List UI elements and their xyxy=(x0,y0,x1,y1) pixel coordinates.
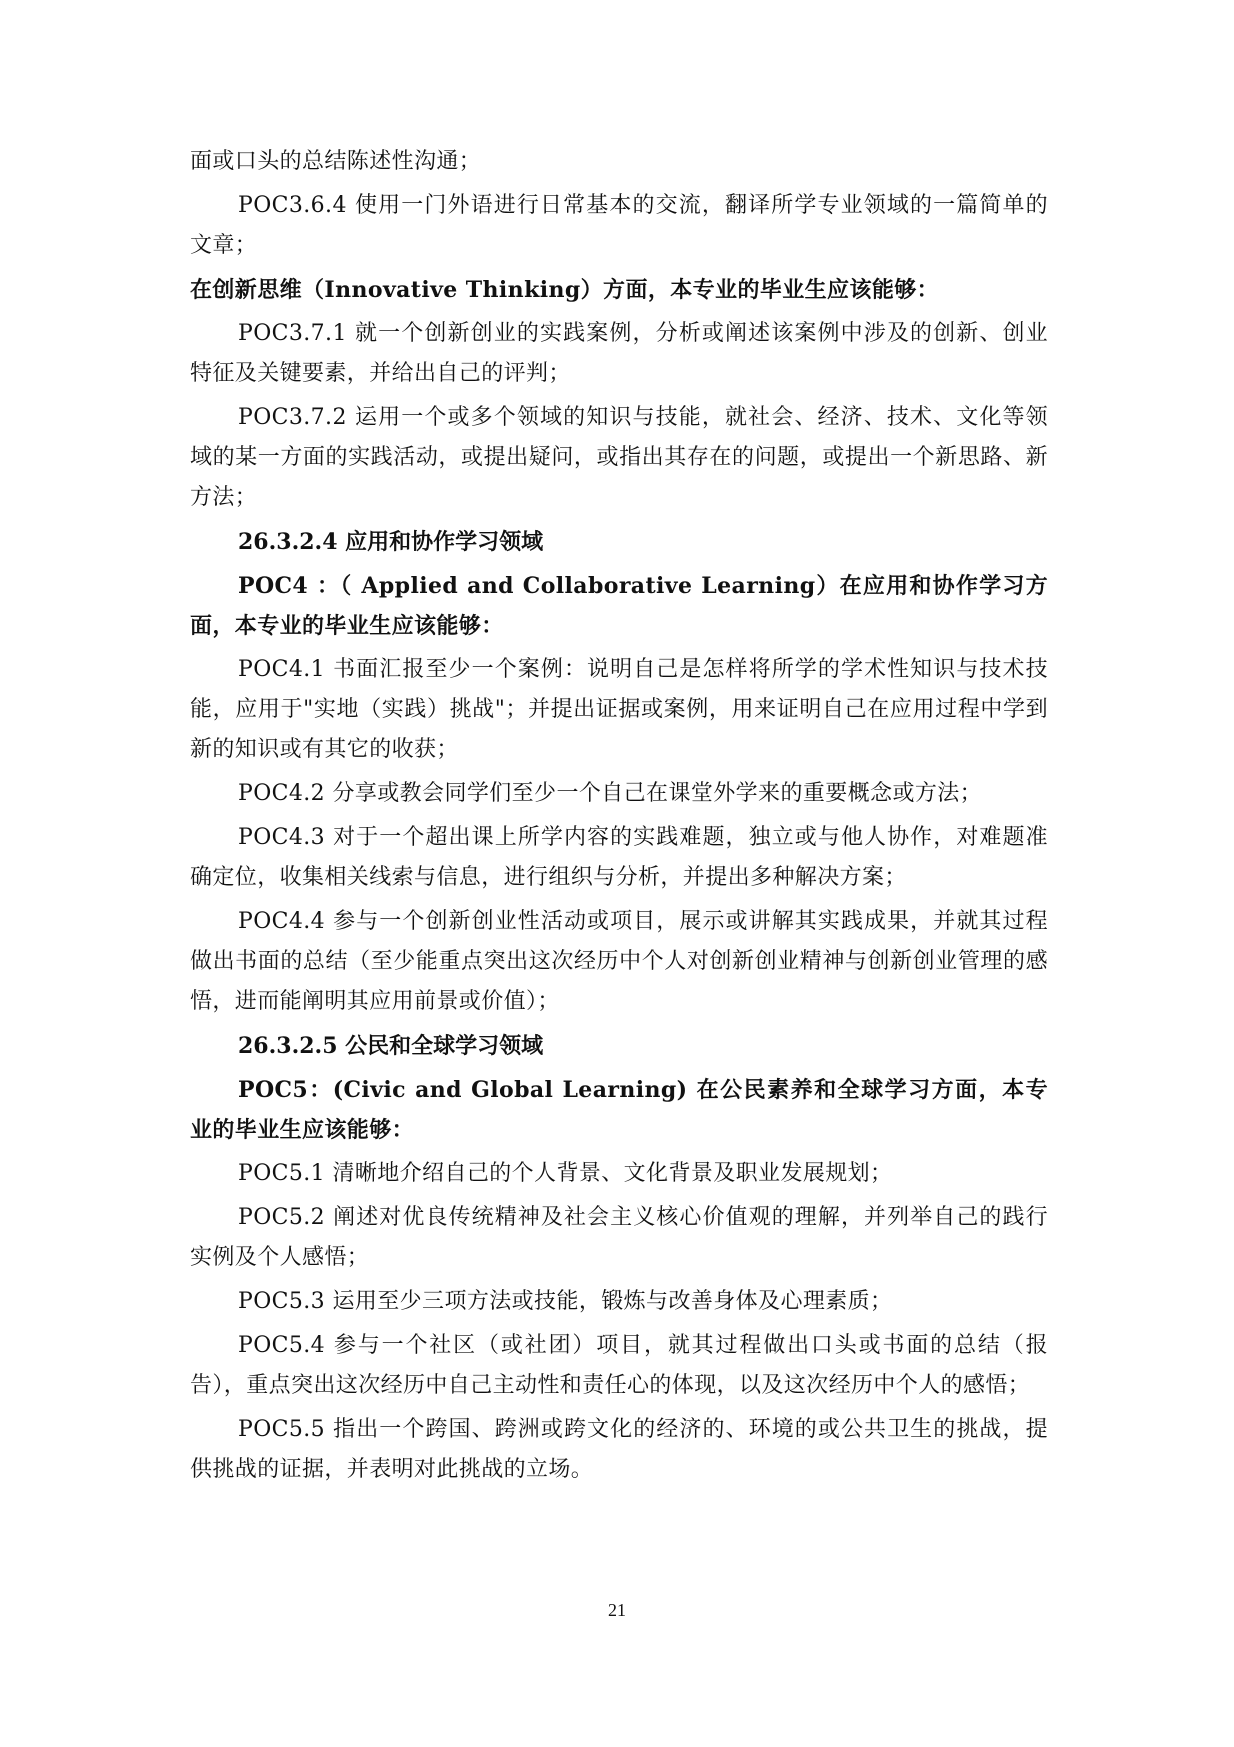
paragraph-poc4-2: POC4.2 分享或教会同学们至少一个自己在课堂外学来的重要概念或方法； xyxy=(238,781,983,806)
paragraph-poc4-4: POC4.4 参与一个创新创业性活动或项目，展示或讲解其实践成果，并就其过程做出书面的总结（至少能重点突出这次经历中个人对创新创业精神与创新创业管理的感悟，进而能阐明其应用前景或价值）； xyxy=(190,909,1048,1014)
poc5-intro: POC5：(Civic and Global Learning) 在公民素养和全球学习方面，本专业的毕业生应该能够： xyxy=(190,1077,1048,1143)
section-heading-26-3-2-4: 26.3.2.4 应用和协作学习领域 xyxy=(238,529,544,555)
section-heading-26-3-2-5: 26.3.2.5 公民和全球学习领域 xyxy=(238,1033,544,1059)
paragraph-poc5-5: POC5.5 指出一个跨国、跨洲或跨文化的经济的、环境的或公共卫生的挑战，提供挑战的证据，并表明对此挑战的立场。 xyxy=(190,1417,1048,1482)
page-number: 21 xyxy=(608,1600,626,1620)
paragraph-poc5-3: POC5.3 运用至少三项方法或技能，锻炼与改善身体及心理素质； xyxy=(238,1289,893,1314)
page-body xyxy=(190,142,1048,1494)
paragraph-continuation: 面或口头的总结陈述性沟通； xyxy=(190,149,482,174)
paragraph-poc5-1: POC5.1 清晰地介绍自己的个人背景、文化背景及职业发展规划； xyxy=(238,1161,893,1186)
paragraph-poc5-2: POC5.2 阐述对优良传统精神及社会主义核心价值观的理解，并列举自己的践行实例及个人感悟； xyxy=(190,1205,1048,1270)
paragraph-poc3-6-4: POC3.6.4 使用一门外语进行日常基本的交流，翻译所学专业领域的一篇简单的文章； xyxy=(190,193,1048,258)
paragraph-poc3-7-1: POC3.7.1 就一个创新创业的实践案例，分析或阐述该案例中涉及的创新、创业特征及关键要素，并给出自己的评判； xyxy=(190,321,1048,386)
paragraph-poc4-1: POC4.1 书面汇报至少一个案例：说明自己是怎样将所学的学术性知识与技术技能，应用于"实地（实践）挑战"；并提出证据或案例，用来证明自己在应用过程中学到新的知识或有其它的收获； xyxy=(190,657,1048,762)
poc4-intro: POC4 ：（ Applied and Collaborative Learning）在应用和协作学习方面，本专业的毕业生应该能够： xyxy=(190,573,1048,639)
paragraph-poc5-4: POC5.4 参与一个社区（或社团）项目，就其过程做出口头或书面的总结（报告），重点突出这次经历中自己主动性和责任心的体现，以及这次经历中个人的感悟； xyxy=(190,1333,1048,1398)
innovative-thinking-heading: 在创新思维（Innovative Thinking）方面，本专业的毕业生应该能够： xyxy=(190,277,940,303)
paragraph-poc3-7-2: POC3.7.2 运用一个或多个领域的知识与技能，就社会、经济、技术、文化等领域的某一方面的实践活动，或提出疑问，或指出其存在的问题，或提出一个新思路、新方法； xyxy=(190,405,1048,510)
paragraph-poc4-3: POC4.3 对于一个超出课上所学内容的实践难题，独立或与他人协作，对难题准确定位，收集相关线索与信息，进行组织与分析，并提出多种解决方案； xyxy=(190,825,1048,890)
